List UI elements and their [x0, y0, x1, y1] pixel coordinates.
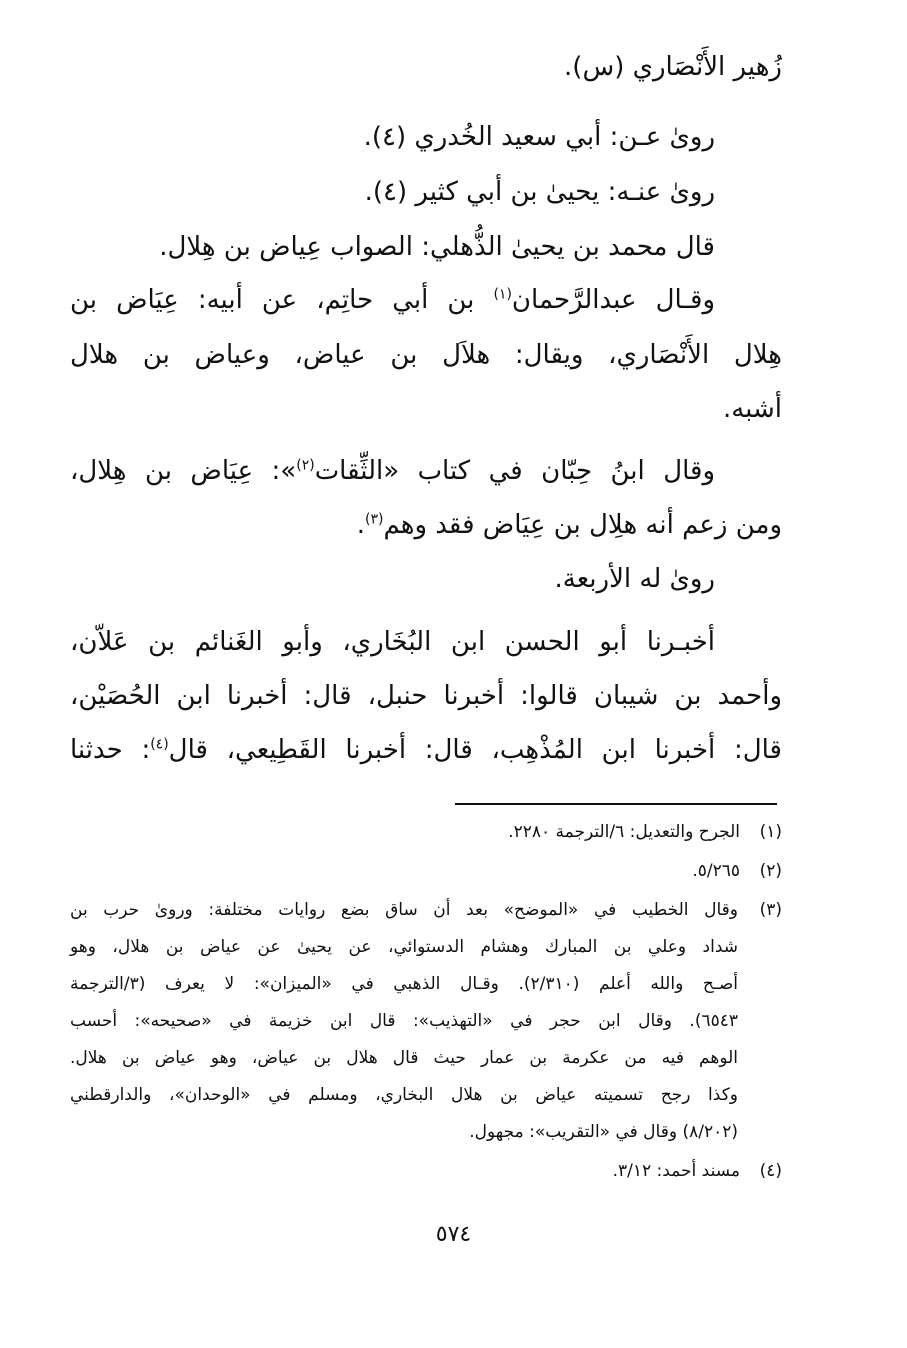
- isnad-text-b: : حدثنا: [70, 735, 151, 765]
- isnad-line-1: أخبـرنا أبو الحسن ابن البُخَاري، وأبو الغَنائم بن عَلاّن،: [70, 627, 715, 657]
- hibban-text-d: .: [356, 510, 365, 540]
- isnad-line-2: وأحمد بن شيبان قالوا: أخبرنا حنبل، قال: أخبرنا ابن الحُصَيْن،: [70, 681, 782, 711]
- footnote-1-number: (١): [759, 822, 782, 842]
- footnote-3-line: شداد وعلي بن المبارك وهشام الدستوائي، عن يحيىٰ عن عياض بن هلال، وهو: [70, 937, 738, 957]
- footnote-3-line: أصـح والله أعلم (٢/٣١٠). وقـال الذهبي في «الميزان»: لا يعرف (٣/الترجمة: [70, 974, 738, 994]
- abdulrahman-line-3: أشبه.: [722, 394, 782, 424]
- footnote-2-text: ٥/٢٦٥.: [692, 861, 740, 881]
- footnote-3-number: (٣): [759, 900, 782, 920]
- footnote-3-line: (٨/٢٠٢) وقال في «التقريب»: مجهول.: [469, 1122, 738, 1142]
- hibban-text-c: ومن زعم أنه هلِال بن عِيَاض فقد وهم: [383, 510, 782, 540]
- footnote-ref-1: (١): [493, 286, 512, 303]
- abdulrahman-line-1: [70, 285, 715, 316]
- footnote-4-text: مسند أحمد: ٣/١٢.: [612, 1161, 740, 1181]
- footnote-ref-4: (٤): [150, 736, 169, 753]
- footnote-4: [70, 1161, 782, 1185]
- entry-heading: زُهير الأَنْصَاري (س).: [564, 52, 782, 82]
- footnote-1: [70, 822, 782, 846]
- footnote-2: [70, 861, 782, 885]
- narrated-from-line: روىٰ عـن: أبي سعيد الخُدري (٤).: [363, 122, 715, 152]
- hibban-text-a: وقال ابنُ حِبّان في كتاب «الثِّقات: [314, 456, 715, 486]
- isnad-line-3: [70, 735, 782, 766]
- hibban-line-1: [70, 456, 715, 487]
- footnote-3-line: ٦٥٤٣). وقال ابن حجر في «التهذيب»: قال ابن خزيمة في «صحيحه»: أحسب: [70, 1011, 738, 1031]
- footnote-3-line: وكذا رجح تسميته عياض بن هلال البخاري، ومسلم في «الوحدان»، والدارقطني: [70, 1085, 738, 1105]
- isnad-text-a: قال: أخبرنا ابن المُذْهِب، قال: أخبرنا القَطِيعي، قال: [168, 735, 782, 765]
- hibban-line-2: [70, 510, 782, 541]
- footnote-ref-3: (٣): [364, 511, 384, 528]
- footnote-3-line: الوهم فيه من عكرمة بن عمار حيث قال هلال بن عياض، وهو عياض بن هلال.: [70, 1048, 738, 1068]
- footnote-separator: [455, 803, 777, 805]
- footnote-3-line: وقال الخطيب في «الموضح» بعد أن ساق بضع روايات مختلفة: وروىٰ حرب بن: [70, 900, 738, 920]
- abdulrahman-text-b: بن أبي حاتِم، عن أبيه: عِيَاض بن: [70, 285, 494, 315]
- abdulrahman-text-a: وقـال عبدالرَّحمان: [511, 285, 715, 315]
- abdulrahman-line-2: هِلال الأَنْصَاري، ويقال: هلاَل بن عياض، وعياض بن هلال: [70, 340, 782, 370]
- dhuhli-statement: قال محمد بن يحيىٰ الذُّهلي: الصواب عِياض بن هِلال.: [159, 232, 715, 262]
- footnote-4-number: (٤): [759, 1161, 782, 1181]
- page-number: ٥٧٤: [435, 1222, 472, 1247]
- narrated-by-four-line: روىٰ له الأربعة.: [554, 564, 715, 594]
- narrated-by-line: روىٰ عنـه: يحيىٰ بن أبي كثير (٤).: [364, 177, 715, 207]
- hibban-text-b: »: عِيَاض بن هِلال،: [70, 456, 297, 486]
- footnote-1-text: الجرح والتعديل: ٦/الترجمة ٢٢٨٠.: [508, 822, 740, 842]
- footnote-2-number: (٢): [759, 861, 782, 881]
- footnote-ref-2: (٢): [296, 457, 315, 474]
